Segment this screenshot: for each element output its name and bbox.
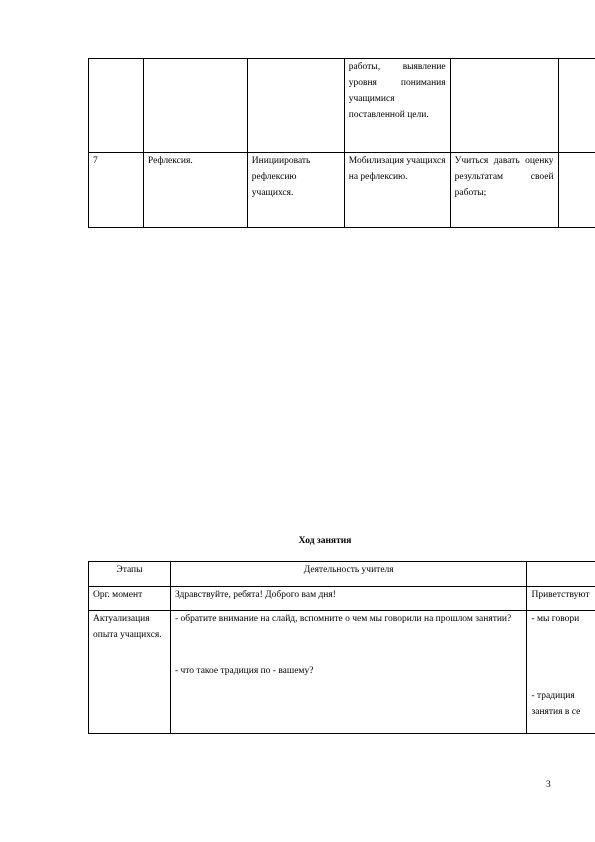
table-row	[89, 153, 595, 228]
page-number: 3	[546, 780, 551, 790]
table-cell	[89, 59, 144, 153]
student-answer-2: - традиция	[531, 691, 575, 701]
row-number: 7	[89, 153, 144, 228]
table-row	[89, 587, 595, 611]
column-header-teacher: Деятельность учителя	[170, 562, 527, 587]
table-cell	[450, 59, 558, 153]
goal-cell: Инициировать рефлексию учащихся.	[247, 153, 344, 228]
table-row	[89, 611, 595, 734]
lesson-title: Ход занятия	[298, 536, 352, 546]
teacher-question-2: - что такое традиция по - вашему?	[174, 666, 314, 676]
student-activity-cell	[527, 611, 595, 734]
student-activity-cell: Учиться давать оценку результатам своей работы;	[450, 153, 558, 228]
stage-cell: Орг. момент	[89, 587, 171, 611]
activity-table	[88, 58, 595, 228]
table-cell	[558, 153, 595, 228]
teacher-activity-cell	[170, 611, 527, 734]
stage-cell: Актуализация опыта учащихся.	[89, 611, 171, 734]
table-cell	[247, 59, 344, 153]
table-cell	[558, 59, 595, 153]
student-answer-1: - мы говори	[531, 614, 580, 624]
teacher-activity-cell: Мобилизация учащихся на рефлексию.	[344, 153, 450, 228]
column-header-students	[527, 562, 595, 587]
lesson-table	[88, 561, 595, 734]
student-answer-3: занятия в се	[531, 707, 581, 717]
table-cell: работы, выявление уровня понимания учащимися поставленной цели.	[344, 59, 450, 153]
stage-cell: Рефлексия.	[143, 153, 247, 228]
table-header-row	[89, 562, 595, 587]
table-row	[89, 59, 595, 153]
column-header-stages: Этапы	[89, 562, 171, 587]
table-cell	[143, 59, 247, 153]
student-activity-cell: Приветствуют	[527, 587, 595, 611]
teacher-question-1: - обратите внимание на слайд, вспомните о чем мы говорили на прошлом занятии?	[174, 614, 512, 624]
teacher-activity-cell: Здравствуйте, ребята! Доброго вам дня!	[170, 587, 527, 611]
